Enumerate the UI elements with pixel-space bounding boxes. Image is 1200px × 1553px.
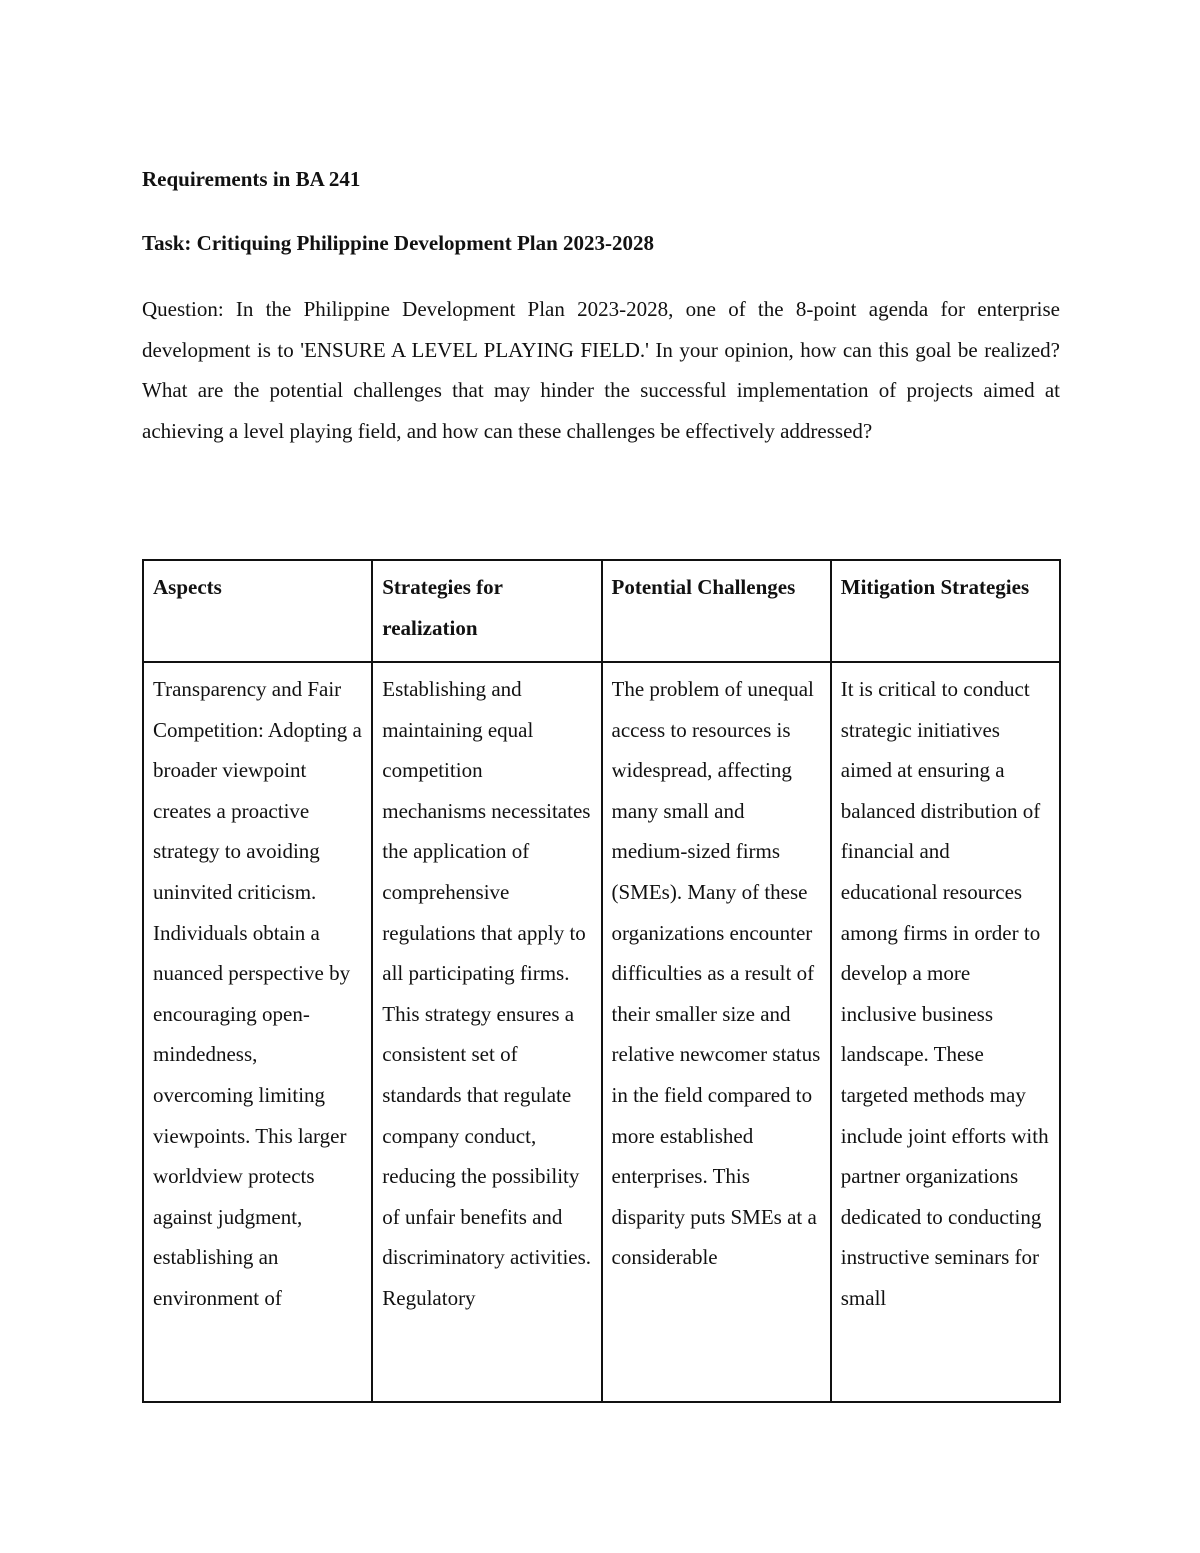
header-mitigation: Mitigation Strategies: [831, 560, 1060, 662]
cell-challenges: [602, 662, 831, 1402]
header-strategies: Strategies for realization: [372, 560, 601, 662]
document-body: [142, 163, 1060, 451]
cell-aspects: [143, 662, 372, 1402]
table-header-row: [143, 560, 1060, 662]
header-challenges: Potential Challenges: [602, 560, 831, 662]
table-row: [143, 662, 1060, 1402]
requirements-table: [142, 559, 1061, 1403]
task-heading: Task: Critiquing Philippine Development Plan 2023-2028: [142, 231, 655, 255]
document-title: Requirements in BA 241: [142, 167, 361, 191]
cell-challenges-text: The problem of unequal access to resources is widespread, affecting many small and medium-sized firms (SMEs). Many of these organizations encounter difficulties as a result of their smaller size and relative newcomer status in the field compared to more established enterprises. This disparity puts SMEs at a considerable: [611, 677, 821, 1270]
cell-mitigation: [831, 662, 1060, 1402]
cell-mitigation-text: It is critical to conduct strategic initiatives aimed at ensuring a balanced distribution of financial and educational resources among firms in order to develop a more inclusive business landscape. These targeted methods may include joint efforts with partner organizations dedicated to conducting instructive seminars for small: [840, 677, 1049, 1310]
cell-aspects-text: Transparency and Fair Competition: Adopting a broader viewpoint creates a proactive strategy to avoiding uninvited criticism. Individuals obtain a nuanced perspective by encouraging open-mindedness, overcoming limiting viewpoints. This larger worldview protects against judgment, establishing an environment of: [153, 677, 362, 1310]
question-paragraph: Question: In the Philippine Development Plan 2023-2028, one of the 8-point agenda for enterprise development is to 'ENSURE A LEVEL PLAYING FIELD.' In your opinion, how can this goal be realized? What are the potential challenges that may hinder the successful implementation of projects aimed at achieving a level playing field, and how can these challenges be effectively addressed?: [142, 297, 1060, 443]
header-aspects: Aspects: [143, 560, 372, 662]
cell-strategies-text: Establishing and maintaining equal competition mechanisms necessitates the application of comprehensive regulations that apply to all participating firms. This strategy ensures a consistent set of standards that regulate company conduct, reducing the possibility of unfair benefits and discriminatory activities. Regulatory: [382, 677, 592, 1310]
cell-strategies: [372, 662, 601, 1402]
